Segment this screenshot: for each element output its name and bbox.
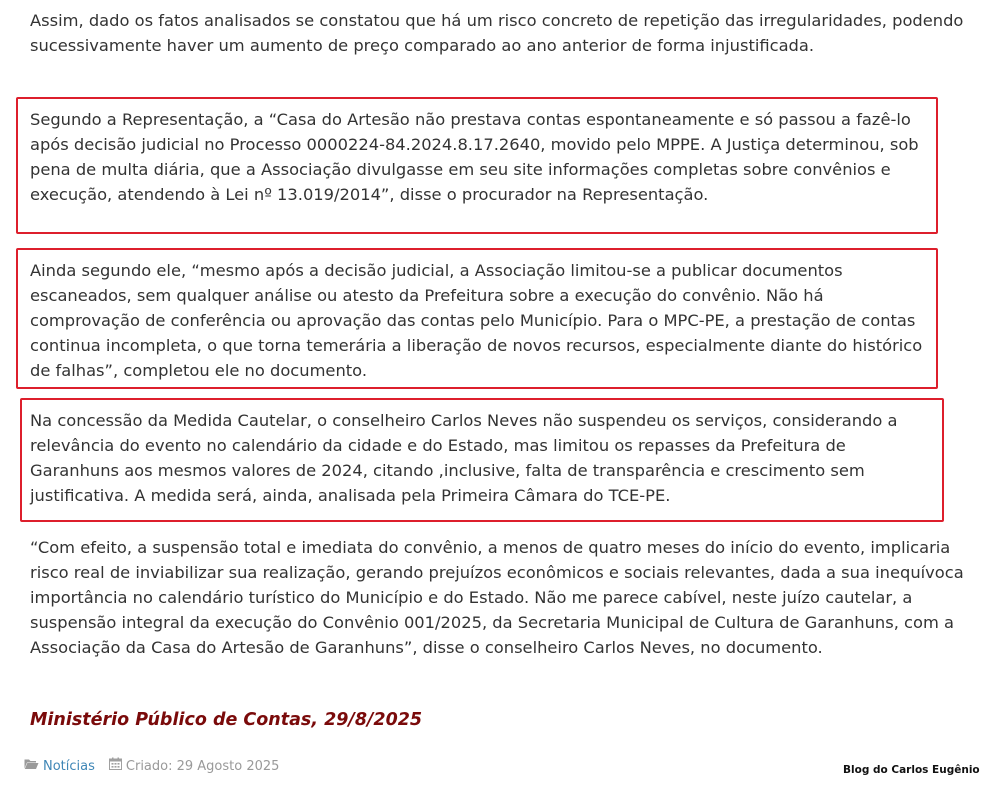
category-link[interactable]: Notícias — [43, 758, 95, 774]
calendar-icon — [109, 757, 122, 776]
article-paragraph-4: Na concessão da Medida Cautelar, o conselheiro Carlos Neves não suspendeu os serviços, considerando a relevância do evento no calendário da cidade e do Estado, mas limitou os repasses da Prefeitura de Garanhuns aos mesmos valores de 2024, citando ,inclusive, falta de transparência e crescimento sem justificativa. A medida será, ainda, analisada pela Primeira Câmara do TCE-PE. — [30, 411, 898, 505]
watermark: Blog do Carlos Eugênio — [843, 764, 980, 776]
article-meta — [24, 757, 279, 776]
created-date: Criado: 29 Agosto 2025 — [125, 758, 280, 774]
article-paragraph-1: Assim, dado os fatos analisados se constatou que há um risco concreto de repetição das irregularidades, podendo sucessivamente haver um aumento de preço comparado ao ano anterior de forma injustificada. — [30, 11, 964, 55]
folder-open-icon — [24, 758, 39, 776]
article-paragraph-5: “Com efeito, a suspensão total e imediata do convênio, a menos de quatro meses do início do evento, implicaria risco real de inviabilizar sua realização, gerando prejuízos econômicos e sociais relevantes, dada a sua inequívoca importância no calendário turístico do Município e do Estado. Não me parece cabível, neste juízo cautelar, a suspensão integral da execução do Convênio 001/2025, da Secretaria Municipal de Cultura de Garanhuns, com a Associação da Casa do Artesão de Garanhuns”, disse o conselheiro Carlos Neves, no documento. — [30, 538, 964, 657]
article-paragraph-2: Segundo a Representação, a “Casa do Artesão não prestava contas espontaneamente e só passou a fazê-lo após decisão judicial no Processo 0000224-84.2024.8.17.2640, movido pelo MPPE. A Justiça determinou, sob pena de multa diária, que a Associação divulgasse em seu site informações completas sobre convênios e execução, atendendo à Lei nº 13.019/2014”, disse o procurador na Representação. — [30, 110, 919, 204]
article-signature: Ministério Público de Contas, 29/8/2025 — [30, 710, 423, 730]
article-paragraph-3: Ainda segundo ele, “mesmo após a decisão judicial, a Associação limitou-se a publicar documentos escaneados, sem qualquer análise ou atesto da Prefeitura sobre a execução do convênio. Não há comprovação de conferência ou aprovação das contas pelo Município. Para o MPC-PE, a prestação de contas continua incompleta, o que torna temerária a liberação de novos recursos, especialmente diante do histórico de falhas”, completou ele no documento. — [30, 261, 923, 380]
